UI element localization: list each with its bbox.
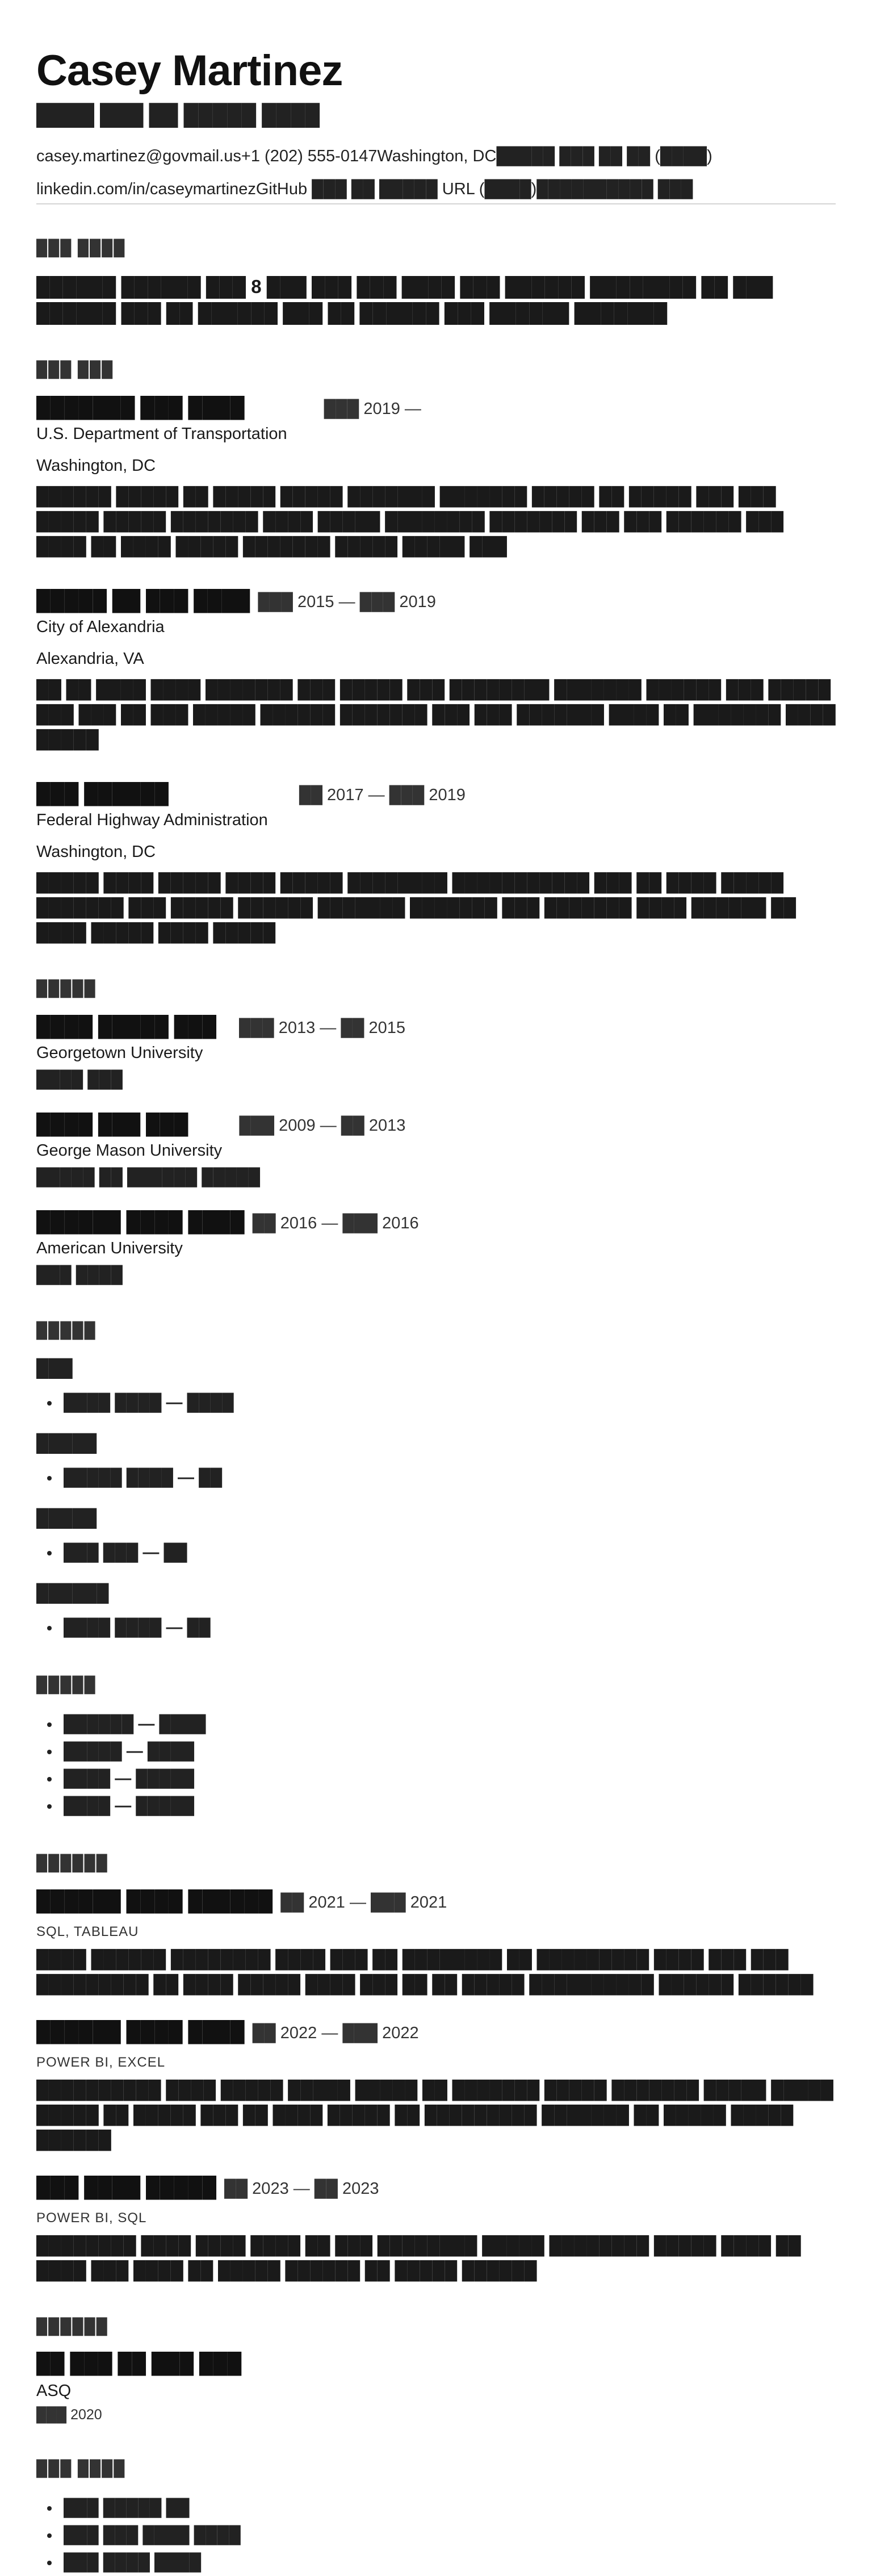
linkedin-link[interactable]: linkedin.com/in/caseymartinez (36, 180, 256, 198)
project-entry (36, 1889, 836, 1997)
school-name: Georgetown University (36, 1044, 203, 1062)
experience-entry (36, 395, 836, 559)
resume-header (36, 45, 836, 204)
contact-phone[interactable]: +1 (202) 555-0147 (241, 147, 378, 165)
skill-category: █████ (36, 1434, 97, 1453)
section-title-certifications: ██████ (36, 2318, 108, 2335)
education-section (36, 977, 836, 1287)
section-title-skills: █████ (36, 1322, 97, 1339)
project-description: ████████ ████ ████ ████ ██ ███ ████████ █████ ████████ █████ ████ ██ ████ ███ ████ ██ █████ ██████ ██ █████ ██████ (36, 2235, 801, 2280)
experience-section (36, 358, 836, 945)
skill-group (36, 1356, 836, 1416)
skill-item: • ████ ████ — ████ (60, 1389, 836, 1416)
entry-heading (36, 2175, 836, 2201)
project-dates: ██ 2023 — ██ 2023 (224, 2180, 379, 2198)
education-dates: ███ 2009 — ██ 2013 (239, 1116, 406, 1135)
language-item: • ████ — █████ (60, 1792, 836, 1820)
skill-group (36, 1431, 836, 1491)
candidate-name: Casey Martinez (36, 47, 343, 95)
github-link[interactable]: GitHub (255, 180, 308, 198)
job-description: ██ ██ ████ ████ ███████ ███ █████ ███ ████████ ███████ ██████ ███ █████ ███ ███ ██ ███ █████ ██████ ███████ ███ ███ ███████ ████ ██ ███████ ████ █████ (36, 679, 836, 749)
links-note: ███ ██ █████ URL (████)██████████ ███ (312, 180, 693, 198)
project-entry (36, 2019, 836, 2152)
job-location: Washington, DC (36, 457, 156, 475)
education-detail: █████ ██ ██████ █████ (36, 1168, 261, 1186)
project-tools: SQL, TABLEAU (36, 1924, 139, 1939)
headline: ████ ███ ██ █████ ████ (36, 103, 320, 126)
job-title: █████ ██ ███ ████ (36, 589, 250, 612)
project-entry (36, 2175, 836, 2283)
section-title-summary: ███ ████ (36, 239, 126, 256)
summary-text: ██████ ██████ ███ 8 ███ ███ ███ ████ ███ ██████ ████████ ██ ███ ██████ ███ ██ ██████ ███ ██ ██████ ███ ██████ ███████ (36, 276, 773, 323)
entry-heading (36, 395, 836, 421)
skill-list (36, 1614, 836, 1641)
section-title-education: █████ (36, 980, 97, 997)
project-tools: POWER BI, EXCEL (36, 2055, 166, 2070)
certification-name: ██ ███ ██ ███ ███ (36, 2352, 242, 2374)
entry-heading (36, 781, 836, 808)
section-title-projects: ██████ (36, 1854, 108, 1871)
interest-item: • ███ █████ ██ (60, 2494, 836, 2521)
education-entry (36, 1014, 836, 1092)
education-dates: ███ 2013 — ██ 2015 (239, 1019, 406, 1037)
education-entry (36, 1210, 836, 1287)
job-dates: ███ 2019 — (324, 400, 421, 418)
language-item: • █████ — ████ (60, 1738, 836, 1765)
job-title: ███ ██████ (36, 783, 169, 805)
education-dates: ██ 2016 — ███ 2016 (252, 1214, 419, 1232)
contact-note: █████ ███ ██ ██ (████) (496, 147, 712, 165)
interest-item: • ███ ███ ████ ████ (60, 2521, 836, 2549)
summary-section (36, 236, 836, 326)
languages-section (36, 1673, 836, 1820)
skill-group (36, 1506, 836, 1566)
skill-list (36, 1389, 836, 1416)
job-organization: Federal Highway Administration (36, 811, 268, 829)
skill-list (36, 1539, 836, 1566)
experience-entry (36, 588, 836, 752)
degree-name: ████ █████ ███ (36, 1015, 217, 1038)
certification-entry (36, 2352, 836, 2425)
project-tools: POWER BI, SQL (36, 2210, 147, 2226)
job-organization: U.S. Department of Transportation (36, 425, 287, 443)
contact-line (36, 144, 836, 168)
certification-issuer: ASQ (36, 2382, 72, 2400)
skill-category: █████ (36, 1509, 97, 1528)
links-line (36, 177, 836, 204)
job-description: ██████ █████ ██ █████ █████ ███████ ███████ █████ ██ █████ ███ ███ █████ █████ ███████ ████ █████ ████████ ███████ ███ ███ ██████ ███ ████ ██ ████ █████ ███████ █████ █████ ███ (36, 486, 784, 556)
job-dates: ██ 2017 — ███ 2019 (299, 786, 466, 804)
job-location: Alexandria, VA (36, 650, 144, 668)
entry-heading (36, 2019, 836, 2046)
education-detail: ███ ████ (36, 1266, 123, 1284)
experience-entry (36, 781, 836, 945)
project-dates: ██ 2021 — ███ 2021 (280, 1893, 447, 1912)
degree-name: ████ ███ ███ (36, 1113, 188, 1135)
project-description: ██████████ ████ █████ █████ █████ ██ ███████ █████ ███████ █████ █████ █████ ██ █████ ███ ██ ████ █████ ██ █████████ ███████ ██ █████ █████ ██████ (36, 2080, 833, 2150)
language-item: • ████ — █████ (60, 1765, 836, 1792)
entry-heading (36, 1112, 836, 1138)
language-list (36, 1711, 836, 1820)
projects-section (36, 1851, 836, 2283)
project-dates: ██ 2022 — ███ 2022 (252, 2024, 419, 2042)
skill-category: ██████ (36, 1584, 109, 1603)
contact-location: Washington, DC (377, 147, 497, 165)
job-dates: ███ 2015 — ███ 2019 (258, 593, 436, 611)
project-name: ███ ████ █████ (36, 2176, 217, 2198)
entry-heading (36, 1889, 836, 1915)
job-description: █████ ████ █████ ████ █████ ████████ ███████████ ███ ██ ████ █████ ███████ ███ █████ ██████ ███████ ███████ ███ ███████ ████ ██████ ██ ████ █████ ████ █████ (36, 872, 796, 942)
project-description: ████ ██████ ████████ ████ ███ ██ ████████ ██ █████████ ████ ███ ███ █████████ ██ ████ █████ ████ ███ ██ ██ █████ ██████████ ██████ ██████ (36, 1949, 814, 1994)
project-name: ██████ ████ ██████ (36, 1890, 273, 1912)
language-item: • ██████ — ████ (60, 1711, 836, 1738)
school-name: American University (36, 1239, 183, 1257)
skills-section (36, 1319, 836, 1641)
education-detail: ████ ███ (36, 1070, 123, 1089)
school-name: George Mason University (36, 1141, 223, 1160)
interests-section (36, 2457, 836, 2576)
skill-item: • █████ ████ — ██ (60, 1464, 836, 1491)
job-title: ███████ ███ ████ (36, 396, 245, 419)
job-location: Washington, DC (36, 843, 156, 861)
section-title-interests: ███ ████ (36, 2460, 126, 2477)
skill-group (36, 1581, 836, 1641)
interest-list (36, 2494, 836, 2576)
contact-email[interactable]: casey.martinez@govmail.us (36, 147, 241, 165)
entry-heading (36, 1210, 836, 1236)
interest-item: • ███ ████ ████ (60, 2549, 836, 2576)
education-entry (36, 1112, 836, 1189)
certifications-section (36, 2315, 836, 2425)
job-organization: City of Alexandria (36, 618, 165, 636)
skill-item: • ███ ███ — ██ (60, 1539, 836, 1566)
skill-list (36, 1464, 836, 1491)
entry-heading (36, 1014, 836, 1040)
section-title-experience: ███ ███ (36, 361, 114, 378)
project-name: ██████ ████ ████ (36, 2021, 245, 2043)
skill-category: ███ (36, 1359, 73, 1378)
entry-heading (36, 588, 836, 614)
degree-name: ██████ ████ ████ (36, 1211, 245, 1233)
section-title-languages: █████ (36, 1676, 97, 1693)
certification-date: ███ 2020 (36, 2407, 102, 2423)
skill-item: • ████ ████ — ██ (60, 1614, 836, 1641)
